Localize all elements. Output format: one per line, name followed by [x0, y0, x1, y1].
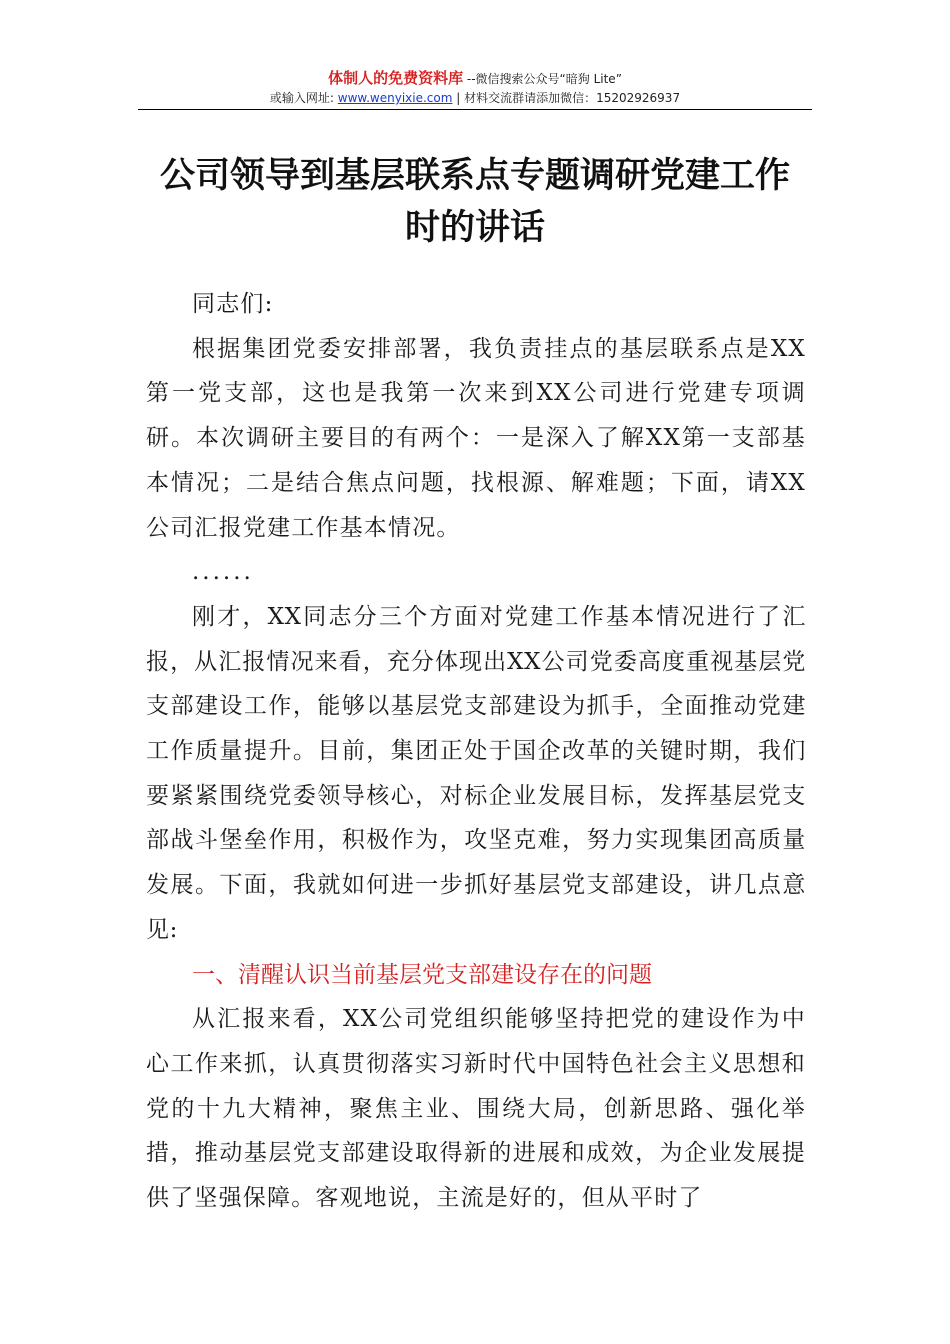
document-title — [138, 150, 812, 254]
header-line-2 — [138, 89, 812, 107]
header-contact: | 材料交流群请添加微信：15202926937 — [452, 91, 681, 105]
header-note: --微信搜索公众号“暗狗 Lite” — [463, 72, 622, 86]
document-body — [146, 282, 806, 1221]
paragraph-3: 从汇报来看，XX公司党组织能够坚持把党的建设作为中心工作来抓，认真贯彻落实习新时代中国特色社会主义思想和党的十九大精神，聚焦主业、围绕大局，创新思路、强化举措，推动基层党支部建设取得新的进展和成效，为企业发展提供了坚强保障。客观地说，主流是好的，但从平时了 — [146, 1006, 806, 1212]
header-url-link[interactable]: www.wenyixie.com — [337, 91, 453, 105]
ellipsis: ...... — [192, 559, 254, 586]
title-line-2: 时的讲话 — [404, 207, 545, 248]
title-line-1: 公司领导到基层联系点专题调研党建工作 — [159, 155, 790, 196]
paragraph-1: 根据集团党委安排部署，我负责挂点的基层联系点是XX第一党支部，这也是我第一次来到XX公司进行党建专项调研。本次调研主要目的有两个：一是深入了解XX第一支部基本情况；二是结合焦点问题，找根源、解难题；下面，请XX公司汇报党建工作基本情况。 — [146, 335, 806, 541]
page-header — [138, 68, 812, 107]
salutation: 同志们: — [192, 291, 274, 317]
header-line-1 — [138, 68, 812, 89]
header-url-prefix: 或输入网址: — [269, 91, 338, 105]
paragraph-2: 刚才，XX同志分三个方面对党建工作基本情况进行了汇报，从汇报情况来看，充分体现出XX公司党委高度重视基层党支部建设工作，能够以基层党支部建设为抓手，全面推动党建工作质量提升。目前，集团正处于国企改革的关键时期，我们要紧紧围绕党委领导核心，对标企业发展目标，发挥基层党支部战斗堡垒作用，积极作为，攻坚克难，努力实现集团高质量发展。下面，我就如何进一步抓好基层党支部建设，讲几点意见: — [146, 603, 806, 943]
section-heading-1: 一、清醒认识当前基层党支部建设存在的问题 — [192, 961, 652, 988]
header-divider — [138, 109, 812, 110]
header-brand: 体制人的免费资料库 — [328, 69, 464, 87]
